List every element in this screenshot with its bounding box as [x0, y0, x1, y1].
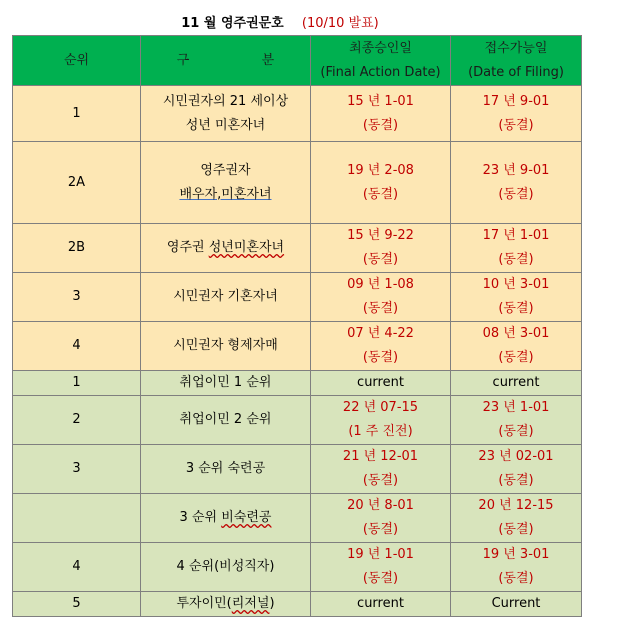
- filing-cell: [451, 445, 582, 494]
- date-value: 19 년 2-08: [347, 162, 414, 178]
- header-row: [13, 36, 582, 86]
- filing-cell: [451, 273, 582, 322]
- filing-cell: [451, 224, 582, 273]
- category-cell: [141, 494, 311, 543]
- date-status: (동결): [498, 473, 534, 488]
- header-final-action: [311, 36, 451, 86]
- date-status: (동결): [498, 252, 534, 267]
- filing-cell: [451, 322, 582, 371]
- rank-cell: 2: [13, 396, 141, 445]
- filing-cell: [451, 396, 582, 445]
- date-status: (동결): [362, 252, 399, 267]
- final-action-cell: current: [311, 371, 451, 396]
- date-value: 08 년 3-01: [482, 326, 550, 341]
- date-status: (동결): [362, 117, 399, 133]
- header-filing: [451, 36, 582, 86]
- date-status: (동결): [362, 571, 399, 586]
- category-cell: 취업이민 1 순위: [141, 371, 311, 396]
- table-row: [13, 371, 582, 396]
- category-line: 영주권자: [200, 162, 251, 178]
- date-status: (동결): [362, 350, 399, 365]
- rank-cell: 4: [13, 322, 141, 371]
- visa-bulletin-table: [12, 35, 582, 617]
- header-category-a: 구: [176, 52, 190, 68]
- final-action-cell: [311, 273, 451, 322]
- table-row: [13, 224, 582, 273]
- category-text: 3 순위: [179, 510, 222, 525]
- header-final-action-ko: 최종승인일: [349, 40, 412, 56]
- title-text: 11 월 영주권문호: [181, 16, 284, 31]
- date-status: (동결): [498, 117, 534, 133]
- filing-cell: [451, 86, 582, 142]
- final-action-cell: [311, 86, 451, 142]
- date-status: (동결): [362, 473, 399, 488]
- table-row: [13, 543, 582, 592]
- date-value: 10 년 3-01: [482, 277, 550, 292]
- date-value: 19 년 3-01: [482, 547, 550, 562]
- date-value: 23 년 1-01: [482, 400, 550, 415]
- date-status: (동결): [498, 424, 534, 439]
- document-title: [0, 12, 560, 31]
- date-status: (동결): [362, 301, 399, 316]
- table-row: [13, 445, 582, 494]
- date-value: 19 년 1-01: [347, 547, 414, 562]
- final-action-cell: [311, 494, 451, 543]
- date-status: (1 주 진전): [348, 424, 413, 439]
- header-filing-en: (Date of Filing): [468, 64, 564, 80]
- announcement-date: (10/10 발표): [301, 16, 379, 31]
- category-cell: [141, 592, 311, 617]
- header-category-b: 분: [261, 52, 275, 68]
- category-cell: 시민권자 형제자매: [141, 322, 311, 371]
- category-text: 투자이민(: [176, 596, 232, 611]
- date-value: 17 년 1-01: [482, 228, 550, 243]
- category-text: 영주권: [166, 240, 209, 255]
- filing-cell: [451, 543, 582, 592]
- category-cell: 시민권자 기혼자녀: [141, 273, 311, 322]
- category-cell: 4 순위(비성직자): [141, 543, 311, 592]
- date-value: 23 년 9-01: [482, 162, 550, 178]
- category-cell: [141, 224, 311, 273]
- date-status: (동결): [498, 522, 534, 537]
- category-line: 배우자,미혼자녀: [179, 186, 272, 202]
- date-value: 22 년 07-15: [342, 400, 419, 415]
- rank-cell: 1: [13, 86, 141, 142]
- final-action-cell: [311, 224, 451, 273]
- header-rank: 순위: [13, 36, 141, 86]
- table-row: [13, 396, 582, 445]
- date-value: 20 년 12-15: [478, 498, 554, 513]
- date-value: 09 년 1-08: [347, 277, 414, 292]
- table-row: [13, 86, 582, 142]
- final-action-cell: [311, 322, 451, 371]
- category-text: 비숙련공: [221, 510, 272, 525]
- final-action-cell: [311, 396, 451, 445]
- filing-cell: [451, 494, 582, 543]
- table-row: [13, 142, 582, 224]
- date-value: 23 년 02-01: [478, 449, 554, 464]
- rank-cell: 3: [13, 273, 141, 322]
- table-row: [13, 494, 582, 543]
- category-text: 성년미혼자녀: [208, 240, 285, 255]
- date-status: (동결): [498, 301, 534, 316]
- table-row: [13, 322, 582, 371]
- rank-cell: 3: [13, 445, 141, 494]
- category-cell: [141, 142, 311, 224]
- date-status: (동결): [362, 522, 399, 537]
- date-status: (동결): [498, 350, 534, 365]
- date-value: 21 년 12-01: [342, 449, 419, 464]
- rank-cell: 4: [13, 543, 141, 592]
- category-text: ): [269, 596, 275, 611]
- filing-cell: [451, 142, 582, 224]
- rank-cell: 2A: [13, 142, 141, 224]
- rank-cell: 1: [13, 371, 141, 396]
- category-cell: [141, 86, 311, 142]
- category-line: 성년 미혼자녀: [185, 117, 266, 133]
- date-value: 07 년 4-22: [347, 326, 414, 341]
- date-value: 20 년 8-01: [347, 498, 414, 513]
- date-status: (동결): [362, 186, 399, 202]
- category-cell: 취업이민 2 순위: [141, 396, 311, 445]
- rank-cell: [13, 494, 141, 543]
- rank-cell: 5: [13, 592, 141, 617]
- final-action-cell: [311, 543, 451, 592]
- category-cell: 3 순위 숙련공: [141, 445, 311, 494]
- header-category: [141, 36, 311, 86]
- date-value: 15 년 1-01: [347, 93, 414, 109]
- date-status: (동결): [498, 571, 534, 586]
- date-status: (동결): [498, 186, 534, 202]
- rank-cell: 2B: [13, 224, 141, 273]
- category-text: 리저널: [231, 596, 270, 611]
- date-value: 15 년 9-22: [347, 228, 414, 243]
- final-action-cell: [311, 142, 451, 224]
- table-row: [13, 592, 582, 617]
- filing-cell: current: [451, 371, 582, 396]
- date-value: 17 년 9-01: [482, 93, 550, 109]
- header-filing-ko: 접수가능일: [484, 40, 548, 56]
- category-line: 시민권자의 21 세이상: [162, 93, 289, 109]
- table-row: [13, 273, 582, 322]
- final-action-cell: current: [311, 592, 451, 617]
- filing-cell: Current: [451, 592, 582, 617]
- header-final-action-en: (Final Action Date): [320, 64, 441, 80]
- final-action-cell: [311, 445, 451, 494]
